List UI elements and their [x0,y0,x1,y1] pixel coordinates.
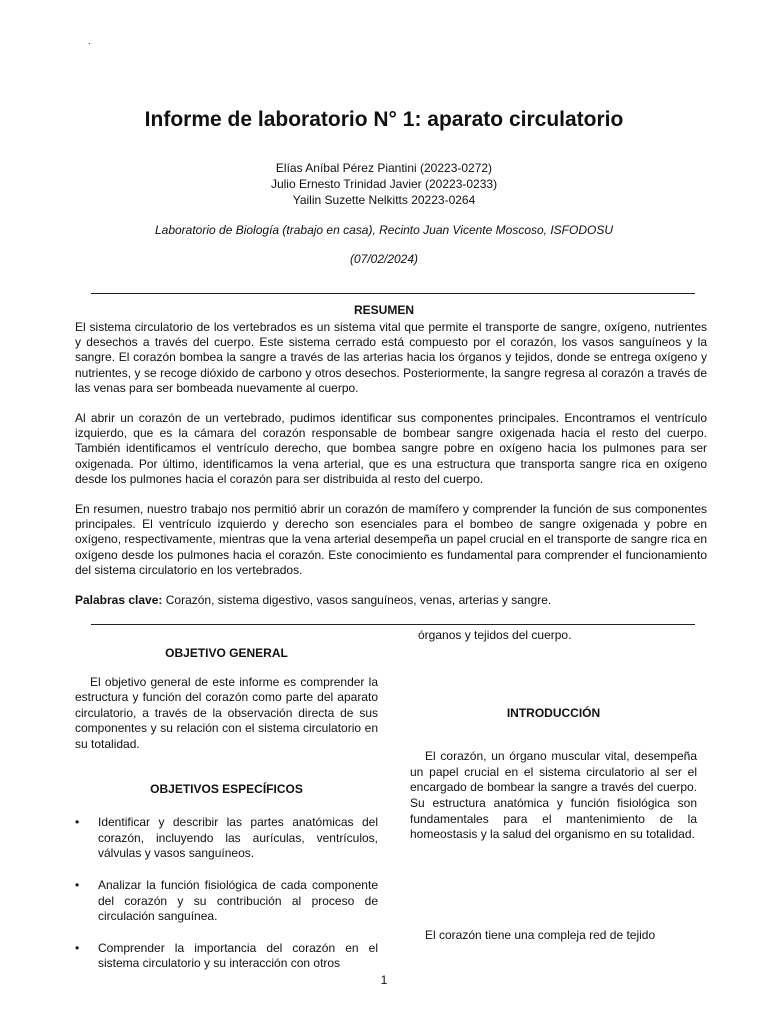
bullet-icon: • [75,815,80,830]
paper-title: Informe de laboratorio N° 1: aparato circulatorio [144,108,624,131]
list-item [75,815,378,862]
introduccion-paragraph: El corazón tiene una compleja red de tejido [425,927,656,942]
author-line: Elías Aníbal Pérez Piantini (20223-0272) [275,161,493,175]
list-continuation: órganos y tejidos del cuerpo. [418,628,572,642]
affiliation: Laboratorio de Biología (trabajo en casa), Recinto Juan Vicente Moscoso, ISFODOSU [154,223,613,237]
right-column [410,628,697,943]
keywords-label: Palabras clave: [75,593,163,608]
abstract [75,320,707,608]
resumen-heading: RESUMEN [353,303,414,317]
section-divider [91,624,695,625]
objetivo-general-text: El objetivo general de este informe es comprender la estructura y función del corazón como parte del aparato circulatorio, a través de la observación directa de sus componentes y su relación con el sistema circulatorio en su totalidad. [75,674,378,751]
author-list [0,160,768,208]
date: (07/02/2024) [349,252,419,266]
header-mark: . [88,36,91,47]
list-item-text: Identificar y describir las partes anatómicas del corazón, incluyendo las aurículas, ventrículos, válvulas y vasos sanguíneos. [98,815,378,861]
author-line: Julio Ernesto Trinidad Javier (20223-0233) [270,177,498,191]
keywords-text: Corazón, sistema digestivo, vasos sanguíneos, venas, arterias y sangre. [162,593,552,608]
abstract-paragraph: En resumen, nuestro trabajo nos permitió abrir un corazón de mamífero y comprender la función de sus componentes principales. El ventrículo izquierdo y derecho son esenciales para el bombeo de sangre oxigenada y pobre en oxígeno, respectivamente, mientras que la vena arterial desempeña un papel crucial en el transporte de sangre rica en oxígeno desde los pulmones hacia el corazón. Este conocimiento es fundamental para comprender el funcionamiento del sistema circulatorio en los vertebrados. [75,502,707,577]
bullet-icon: • [75,940,80,955]
list-item-text: Analizar la función fisiológica de cada componente del corazón y su contribución al proceso de circulación sanguínea. [98,877,378,924]
list-item [75,941,378,972]
author-line: Yailin Suzette Nelkitts 20223-0264 [292,193,476,207]
objetivos-list [75,815,378,972]
objetivo-general-heading: OBJETIVO GENERAL [165,646,288,660]
page-number: 1 [380,973,388,987]
left-column [75,640,378,972]
top-divider [91,293,695,294]
list-item [75,878,378,925]
bullet-icon: • [75,877,80,892]
keywords [75,593,707,608]
list-item-text: Comprender la importancia del corazón en el sistema circulatorio y su interacción con otros [98,940,378,971]
introduccion-paragraph: El corazón, un órgano muscular vital, desempeña un papel crucial en el sistema circulatorio al ser el encargado de bombear la sangre a través del cuerpo. Su estructura anatómica y función fisiológica son fundamentales para el mantenimiento de la homeostasis y la salud del organismo en su totalidad. [410,749,697,842]
abstract-paragraph: El sistema circulatorio de los vertebrados es un sistema vital que permite el transporte de sangre, oxígeno, nutrientes y desechos a través del cuerpo. Este sistema cerrado está compuesto por el corazón, los vasos sanguíneos y la sangre. El corazón bombea la sangre a través de las arterias hacia los órganos y tejidos, donde se entrega oxígeno y nutrientes, y se recoge dióxido de carbono y otros desechos. Posteriormente, la sangre regresa al corazón a través de las venas para ser bombeada nuevamente al cuerpo. [75,320,707,395]
objetivos-especificos-heading: OBJETIVOS ESPECÍFICOS [150,781,303,796]
introduccion-heading: INTRODUCCIÓN [506,705,601,720]
abstract-paragraph: Al abrir un corazón de un vertebrado, pudimos identificar sus componentes principales. Encontramos el ventrículo izquierdo, que es la cámara del corazón responsable de bombear sangre oxigenada hacia el resto del cuerpo. También identificamos el ventrículo derecho, que bombea sangre pobre en oxígeno hacia los pulmones para ser oxigenada. Por último, identificamos la vena arterial, que es una estructura que transporta sangre rica en oxígeno desde los pulmones hacia el corazón para ser distribuida al resto del cuerpo. [75,411,707,486]
